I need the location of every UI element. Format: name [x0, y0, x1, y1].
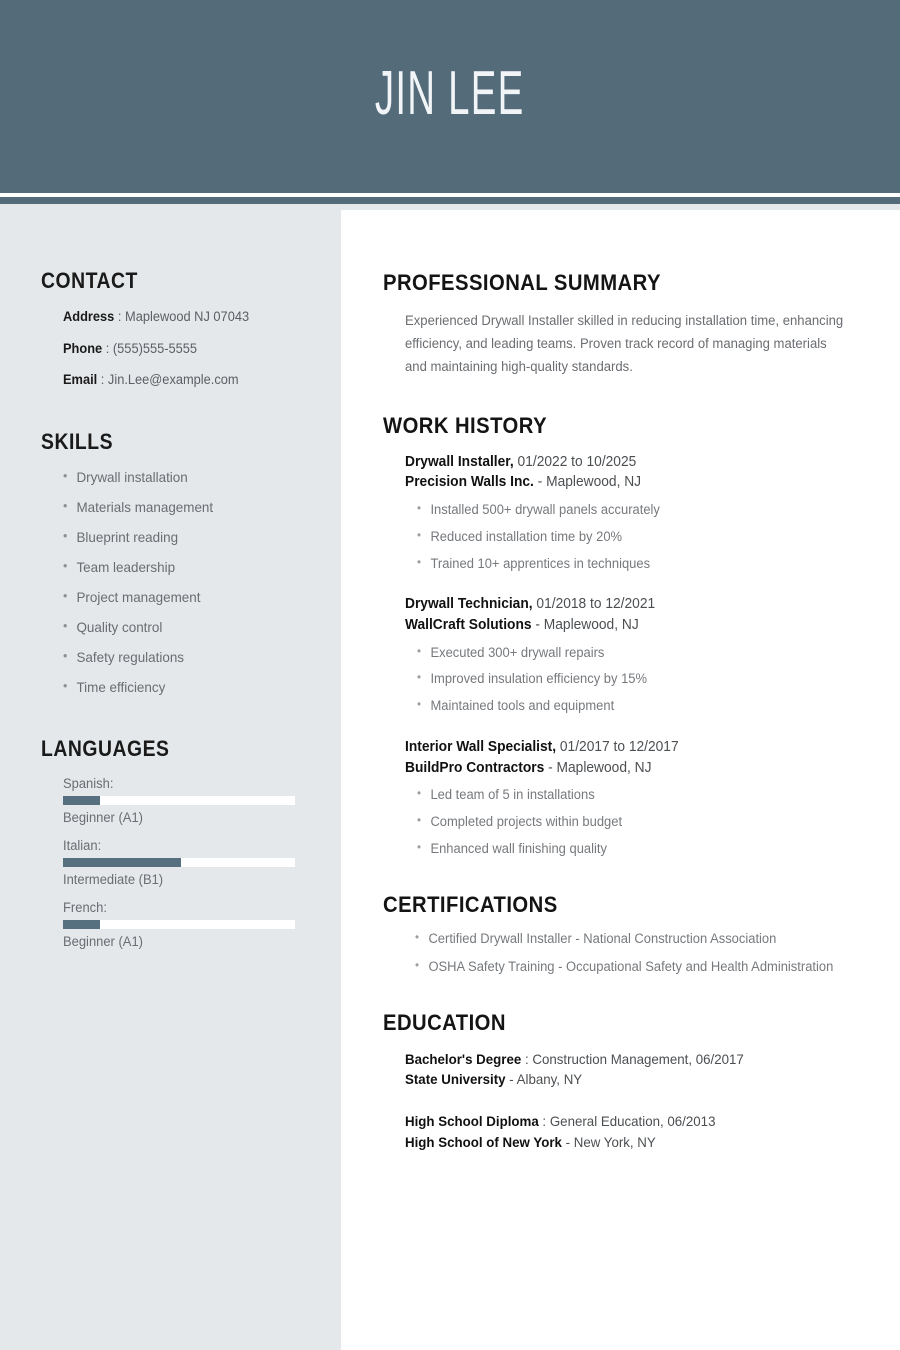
resume-header — [0, 0, 900, 188]
job-dates: 01/2018 to 12/2021 — [532, 596, 656, 613]
education-school-line — [405, 1132, 841, 1152]
education-degree: High School Diploma — [405, 1113, 539, 1130]
list-item: • Completed projects within budget — [417, 814, 846, 831]
contact-value-address: Maplewood NJ 07043 — [125, 309, 250, 324]
job-company-line — [405, 615, 841, 636]
list-item: • Trained 10+ apprentices in techniques — [417, 556, 846, 573]
list-item: • Installed 500+ drywall panels accurately — [417, 502, 846, 519]
candidate-name: JIN LEE — [375, 59, 525, 128]
job-entry — [405, 737, 864, 858]
list-item: • Enhanced wall finishing quality — [417, 841, 846, 858]
contact-label-address: Address — [63, 309, 115, 324]
education-heading: EDUCATION — [383, 1009, 506, 1035]
education-school-line — [405, 1069, 841, 1089]
list-item: • Maintained tools and equipment — [417, 698, 846, 715]
contact-label-email: Email — [63, 372, 98, 388]
contact-row-email — [63, 371, 284, 389]
skills-list — [41, 469, 296, 697]
list-item: • Quality control — [63, 619, 287, 637]
language-level: Beginner (A1) — [63, 810, 143, 826]
sidebar-column — [0, 204, 341, 1350]
education-degree-line — [405, 1111, 841, 1131]
list-item: • Team leadership — [63, 559, 287, 577]
contact-heading: CONTACT — [41, 268, 138, 293]
contact-separator-address: : — [114, 309, 126, 324]
summary-section — [383, 270, 864, 379]
job-entry — [405, 452, 864, 573]
education-entry — [405, 1111, 864, 1152]
contact-value-phone: (555)555-5555 — [112, 340, 198, 356]
contact-value-email: Jin.Lee@example.com — [107, 372, 239, 388]
language-progress-fill — [63, 858, 181, 867]
list-item: • Drywall installation — [63, 469, 287, 487]
language-item-french — [63, 900, 296, 949]
education-location: - New York, NY — [561, 1133, 656, 1150]
job-title-line — [405, 737, 841, 758]
contact-row-address — [63, 308, 284, 326]
job-location: - Maplewood, NJ — [533, 474, 642, 491]
contact-label-phone: Phone — [63, 340, 103, 356]
job-title: Drywall Installer, — [405, 453, 514, 470]
languages-section — [41, 736, 296, 949]
language-item-spanish — [63, 776, 296, 825]
header-divider-bottom — [0, 197, 900, 204]
language-progress-track — [63, 858, 295, 867]
list-item: • Project management — [63, 589, 287, 607]
job-company-line — [405, 472, 841, 493]
job-company: BuildPro Contractors — [405, 759, 545, 776]
job-entry — [405, 594, 864, 715]
job-company-line — [405, 758, 841, 779]
certifications-list — [383, 931, 864, 976]
language-progress-track — [63, 920, 295, 929]
work-history-section — [383, 413, 864, 858]
language-name: French: — [63, 900, 107, 916]
contact-separator-phone: : — [102, 340, 113, 356]
summary-text: Experienced Drywall Installer skilled in reducing installation time, enhancing efficiency, and leading teams. Proven track record of managing materials and maintaining high-quality standards. — [405, 313, 844, 375]
language-level: Beginner (A1) — [63, 934, 143, 950]
languages-heading: LANGUAGES — [41, 736, 170, 762]
list-item: • Safety regulations — [63, 649, 287, 667]
language-item-italian — [63, 838, 296, 887]
job-title-line — [405, 594, 841, 615]
education-field: : General Education, 06/2013 — [538, 1113, 716, 1130]
job-location: - Maplewood, NJ — [544, 759, 652, 776]
list-item: • Led team of 5 in installations — [417, 787, 846, 804]
list-item: • Time efficiency — [63, 679, 287, 697]
job-title: Drywall Technician, — [405, 596, 533, 613]
job-company: Precision Walls Inc. — [405, 474, 534, 491]
list-item: • OSHA Safety Training - Occupational Safety and Health Administration — [415, 959, 846, 976]
list-item: • Certified Drywall Installer - National Construction Association — [415, 931, 846, 948]
job-company: WallCraft Solutions — [405, 617, 532, 634]
skills-heading: SKILLS — [41, 428, 114, 454]
job-dates: 01/2022 to 10/2025 — [513, 453, 637, 470]
list-item: • Executed 300+ drywall repairs — [417, 645, 846, 662]
list-item: • Blueprint reading — [63, 529, 287, 547]
language-name: Spanish: — [63, 776, 114, 792]
language-level: Intermediate (B1) — [63, 872, 164, 888]
job-dates: 01/2017 to 12/2017 — [556, 739, 679, 756]
main-column — [341, 210, 900, 1350]
education-school: State University — [405, 1071, 506, 1088]
contact-section — [41, 268, 296, 389]
language-progress-fill — [63, 920, 100, 929]
list-item: • Materials management — [63, 499, 287, 517]
job-bullet-list — [405, 645, 864, 716]
language-progress-fill — [63, 796, 100, 805]
job-bullet-list — [405, 502, 864, 573]
education-entry — [405, 1049, 864, 1090]
list-item: • Reduced installation time by 20% — [417, 529, 846, 546]
education-field: : Construction Management, 06/2017 — [521, 1050, 744, 1067]
job-bullet-list — [405, 787, 864, 858]
work-history-heading: WORK HISTORY — [383, 412, 548, 438]
summary-heading: PROFESSIONAL SUMMARY — [383, 270, 661, 295]
certifications-section — [383, 892, 864, 976]
education-section — [383, 1010, 864, 1152]
education-degree-line — [405, 1049, 841, 1069]
education-location: - Albany, NY — [505, 1071, 583, 1088]
job-location: - Maplewood, NJ — [531, 617, 639, 634]
language-name: Italian: — [63, 838, 102, 854]
list-item: • Improved insulation efficiency by 15% — [417, 671, 846, 688]
education-school: High School of New York — [405, 1133, 562, 1150]
contact-separator-email: : — [97, 372, 108, 388]
skills-section — [41, 429, 296, 697]
job-title: Interior Wall Specialist, — [405, 739, 557, 756]
education-degree: Bachelor's Degree — [405, 1050, 522, 1067]
job-title-line — [405, 452, 841, 473]
contact-row-phone — [63, 340, 284, 358]
certifications-heading: CERTIFICATIONS — [383, 892, 558, 917]
language-progress-track — [63, 796, 295, 805]
